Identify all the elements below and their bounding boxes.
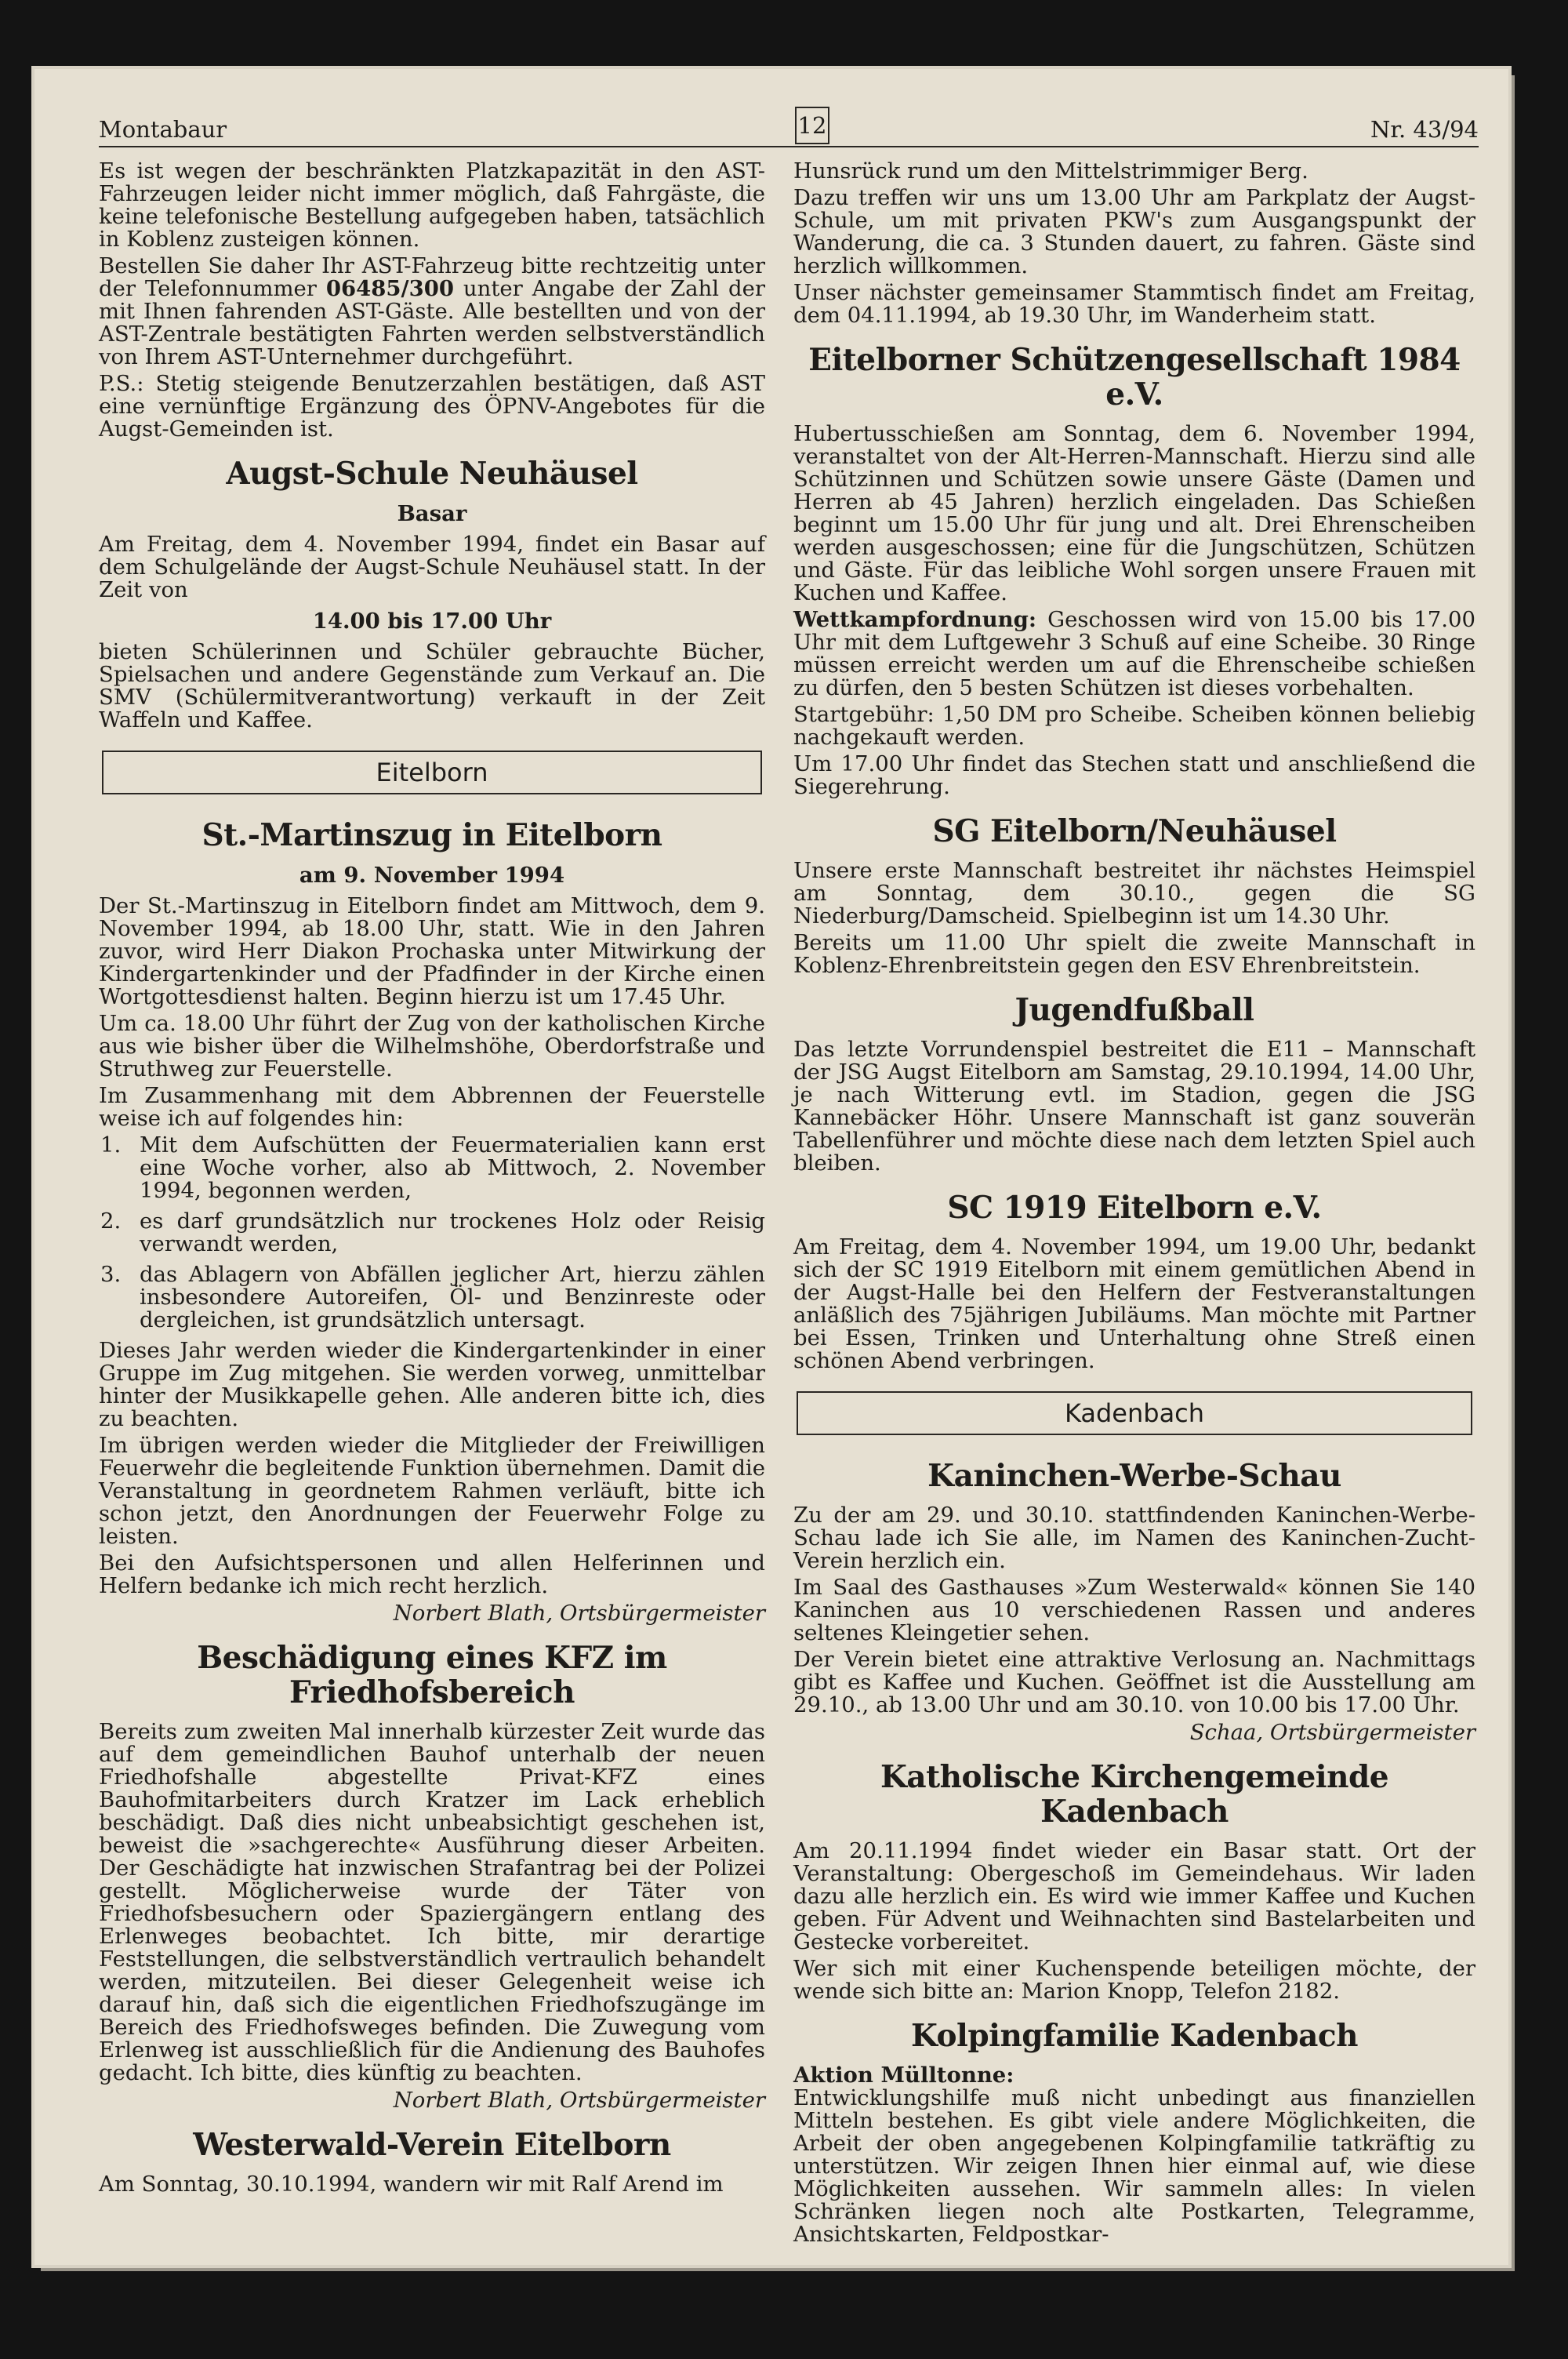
westerwald-paragraph-1: Am Sonntag, 30.10.1994, wandern wir mit Ralf Arend im [99, 2172, 724, 2197]
heading-westerwald-verein: Westerwald-Verein Eitelborn [193, 2127, 671, 2163]
augst-schule-paragraph-1: Am Freitag, dem 4. November 1994, findet ein Basar auf dem Schulgelände der Augst-Schule Neuhäusel statt. In der Zeit von [99, 532, 765, 602]
ast-paragraph-3: P.S.: Stetig steigende Benutzerzahlen bestätigen, daß AST eine vernünftige Ergänzung des ÖPNV-Angebotes für die Augst-Gemeinden ist. [99, 371, 765, 442]
kaninchen-paragraph-1: Zu der am 29. und 30.10. stattfindenden Kaninchen-Werbe-Schau lade ich Sie alle, im Namen des Kaninchen-Zucht-Verein herzlich ein. [793, 1503, 1475, 1573]
kfz-paragraph-1: Bereits zum zweiten Mal innerhalb kürzester Zeit wurde das auf dem gemeindlichen Bauhof unterhalb der neuen Friedhofshalle abgestellte Privat-KFZ eines Bauhofmitarbeiters durch Kratzer im Lack erheblich beschädigt. Daß dies nicht unbeabsichtigt geschehen ist, beweist die »sachgerechte« Ausführung dieser Arbeiten. Der Geschädigte hat inzwischen Strafantrag bei der Polizei gestellt. Möglicherweise wurde der Täter von Friedhofsbesuchern oder Spaziergängern entlang des Erlenweges beobachtet. Ich bitte, mir derartige Feststellungen, die selbstverständlich vertraulich behandelt werden, mitzuteilen. Bei dieser Gelegenheit weise ich darauf hin, daß sich die eigentlichen Friedhofszugänge im Bereich des Friedhofsweges befinden. Die Zuwegung vom Erlenweg ist ausschließlich für die Andienung des Bauhofes gedacht. Ich bitte, dies künftig zu beachten. [99, 1719, 765, 2085]
martinszug-date: am 9. November 1994 [299, 863, 565, 888]
wettkampfordnung-label: Wettkampfordnung: [793, 607, 1036, 632]
issue-number: Nr. 43/94 [1370, 116, 1479, 143]
heading-sg-eitelborn: SG Eitelborn/Neuhäusel [932, 813, 1337, 849]
list-item: 1. Mit dem Aufschütten der Feuermaterialien kann erst eine Woche vorher, also ab Mittwoch, 2. November 1994, begonnen werden, [100, 1132, 765, 1203]
schuetzen-paragraph-1: Hubertusschießen am Sonntag, dem 6. November 1994, veranstaltet von der Alt-Herren-Mannschaft. Hierzu sind alle Schützinnen und Schützen sowie unsere Gäste (Damen und Herren ab 45 Jahren) herzlich eingeladen. Das Schießen beginnt um 15.00 Uhr für jung und alt. Drei Ehrenscheiben werden ausgeschossen; eine für die Jungschützen, Schützen und Gäste. Für das leibliche Wohl sorgen unsere Frauen mit Kuchen und Kaffee. [793, 421, 1475, 605]
martinszug-paragraph-3: Im Zusammenhang mit dem Abbrennen der Feuerstelle weise ich auf folgendes hin: [99, 1083, 765, 1131]
heading-kfz: Beschädigung eines KFZ im Friedhofsbereich [197, 1640, 667, 1710]
newspaper-page [34, 69, 1508, 2265]
kolping-subheading: Aktion Mülltonne: [793, 2063, 1014, 2088]
heading-jugendfussball: Jugendfußball [1014, 992, 1254, 1028]
heading-schuetzengesellschaft: Eitelborner Schützengesellschaft 1984 e.V. [808, 342, 1461, 413]
kaninchen-paragraph-3: Der Verein bietet eine attraktive Verlosung an. Nachmittags gibt es Kaffee und Kuchen. Geöffnet ist die Ausstellung am 29.10., ab 13.00 Uhr und am 30.10. von 10.00 bis 17.00 Uhr. [793, 1647, 1475, 1717]
heading-katholische-kirchengemeinde: Katholische Kirchengemeinde Kadenbach [880, 1759, 1389, 1830]
right-column [793, 160, 1475, 2250]
schuetzen-paragraph-2: Wettkampfordnung: Geschossen wird von 15.00 bis 17.00 Uhr mit dem Luftgewehr 3 Schuß auf eine Scheibe. 30 Ringe müssen erreicht werden um auf die Ehrenscheibe schießen zu dürfen, den 5 besten Schützen ist dieses vorbehalten. [793, 607, 1475, 700]
westerwald-paragraph-4: Unser nächster gemeinsamer Stammtisch findet am Freitag, dem 04.11.1994, ab 19.30 Uhr, im Wanderheim statt. [793, 280, 1475, 328]
sg-paragraph-1: Unsere erste Mannschaft bestreitet ihr nächstes Heimspiel am Sonntag, dem 30.10., gegen die SG Niederburg/Damscheid. Spielbeginn ist um 14.30 Uhr. [793, 858, 1475, 929]
schuetzen-paragraph-4: Um 17.00 Uhr findet das Stechen statt und anschließend die Siegerehrung. [793, 751, 1475, 799]
ast-phone-number: 06485/300 [325, 276, 454, 301]
katholisch-paragraph-2: Wer sich mit einer Kuchenspende beteiligen möchte, der wende sich bitte an: Marion Knopp, Telefon 2182. [793, 1956, 1475, 2004]
martinszug-paragraph-6: Bei den Aufsichtspersonen und allen Helferinnen und Helfern bedanke ich mich recht herzlich. [99, 1550, 765, 1598]
westerwald-paragraph-3: Dazu treffen wir uns um 13.00 Uhr am Parkplatz der Augst-Schule, um mit privaten PKW's zum Ausgangspunkt der Wanderung, die ca. 3 Stunden dauert, zu fahren. Gäste sind herzlich willkommen. [793, 185, 1475, 278]
augst-schule-paragraph-2: bieten Schülerinnen und Schüler gebrauchte Bücher, Spielsachen und andere Gegenstände zum Verkauf an. Die SMV (Schülermitverantwortung) verkauft in der Zeit Waffeln und Kaffee. [99, 639, 765, 732]
schuetzen-paragraph-3: Startgebühr: 1,50 DM pro Scheibe. Scheiben können beliebig nachgekauft werden. [793, 702, 1475, 750]
section-header-kadenbach: Kadenbach [797, 1391, 1472, 1435]
heading-kaninchen: Kaninchen-Werbe-Schau [927, 1458, 1341, 1494]
heading-kolpingfamilie: Kolpingfamilie Kadenbach [911, 2018, 1358, 2054]
sc-paragraph-1: Am Freitag, dem 4. November 1994, um 19.00 Uhr, bedankt sich der SC 1919 Eitelborn mit einem gemütlichen Abend in der Augst-Halle bei den Helfern der Festveranstaltungen anläßlich des 75jährigen Jubiläums. Man möchte mit Partner bei Essen, Trinken und Unterhaltung ohne Streß einen schönen Abend verbringen. [793, 1234, 1475, 1373]
jugend-paragraph-1: Das letzte Vorrundenspiel bestreitet die E11 – Mannschaft der JSG Augst Eitelborn am Samstag, 29.10.1994, 14.00 Uhr, je nach Witterung evtl. im Stadion, gegen die JSG Kannebäcker Höhr. Unsere Mannschaft ist ganz souverän Tabellenführer und möchte diese nach dem letzten Spiel auch bleiben. [793, 1037, 1475, 1176]
kaninchen-signature: Schaa, Ortsbürgermeister [1189, 1720, 1475, 1745]
header-town: Montabaur [99, 116, 227, 143]
list-item: 3. das Ablagern von Abfällen jeglicher Art, hierzu zählen insbesondere Autoreifen, Öl- und Benzinreste oder dergleichen, ist grundsätzlich untersagt. [100, 1262, 765, 1332]
list-item: 2. es darf grundsätzlich nur trockenes Holz oder Reisig verwandt werden, [100, 1209, 765, 1256]
left-column [99, 160, 765, 2200]
page-number: 12 [795, 107, 829, 144]
katholisch-paragraph-1: Am 20.11.1994 findet wieder ein Basar statt. Ort der Veranstaltung: Obergeschoß im Gemeindehaus. Wir laden dazu alle herzlich ein. Es wird wie immer Kaffee und Kuchen geben. Für Advent und Weihnachten sind Bastelarbeiten und Gestecke vorbereitet. [793, 1838, 1475, 1954]
ast-paragraph-2: Bestellen Sie daher Ihr AST-Fahrzeug bitte rechtzeitig unter der Telefonnummer 06485/300 unter Angabe der Zahl der mit Ihnen fahrenden AST-Gäste. Alle bestellten und von der AST-Zentrale bestätigten Fahrten werden selbstverständlich von Ihrem AST-Unternehmer durchgeführt. [99, 253, 766, 369]
basar-time: 14.00 bis 17.00 Uhr [312, 609, 552, 634]
heading-augst-schule: Augst-Schule Neuhäusel [226, 456, 638, 492]
sg-paragraph-2: Bereits um 11.00 Uhr spielt die zweite Mannschaft in Koblenz-Ehrenbreitstein gegen den ESV Ehrenbreitstein. [793, 930, 1475, 978]
section-header-eitelborn: Eitelborn [102, 751, 762, 794]
page-header [99, 113, 1479, 147]
kaninchen-paragraph-2: Im Saal des Gasthauses »Zum Westerwald« können Sie 140 Kaninchen aus 10 verschiedenen Rassen und anderes seltenes Kleingetier sehen. [793, 1575, 1475, 1645]
martinszug-paragraph-2: Um ca. 18.00 Uhr führt der Zug von der katholischen Kirche aus wie bisher über die Wilhelmshöhe, Oberdorfstraße und Struthweg zur Feuerstelle. [99, 1011, 765, 1081]
martinszug-paragraph-5: Im übrigen werden wieder die Mitglieder der Freiwilligen Feuerwehr die begleitende Funktion übernehmen. Damit die Veranstaltung in geordnetem Rahmen verläuft, bitte ich schon jetzt, den Anordnungen der Feuerwehr Folge zu leisten. [99, 1433, 765, 1549]
heading-martinszug: St.-Martinszug in Eitelborn [201, 817, 662, 853]
kolping-paragraph-1: Entwicklungshilfe muß nicht unbedingt aus finanziellen Mitteln bestehen. Es gibt viele andere Möglichkeiten, die Arbeit der oben angegebenen Kolpingfamilie tatkräftig zu unterstützen. Wir zeigen Ihnen hier einmal auf, wie diese Möglichkeiten aussehen. Wir sammeln alles: In vielen Schränken liegen noch alte Postkarten, Telegramme, Ansichtskarten, Feldpostkar- [793, 2085, 1475, 2247]
martinszug-signature: Norbert Blath, Ortsbürgermeister [393, 1601, 765, 1626]
martinszug-paragraph-4: Dieses Jahr werden wieder die Kindergartenkinder in einer Gruppe im Zug mitgehen. Sie werden vorweg, unmittelbar hinter der Musikkapelle gehen. Alle anderen bitte ich, dies zu beachten. [99, 1338, 765, 1431]
westerwald-paragraph-2: Hunsrück rund um den Mittelstrimmiger Berg. [793, 158, 1308, 184]
martinszug-paragraph-1: Der St.-Martinszug in Eitelborn findet am Mittwoch, dem 9. November 1994, ab 18.00 Uhr, statt. Wie in den Jahren zuvor, wird Herr Diakon Prochaska unter Mitwirkung der Kindergartenkinder und der Pfadfinder in der Kirche einen Wortgottesdienst halten. Beginn hierzu ist um 17.45 Uhr. [99, 893, 765, 1009]
subheading-basar: Basar [397, 501, 467, 526]
ast-paragraph-1: Es ist wegen der beschränkten Platzkapazität in den AST-Fahrzeugen leider nicht immer möglich, daß Fahrgäste, die keine telefonische Bestellung aufgegeben haben, tatsächlich in Koblenz zusteigen können. [99, 158, 765, 252]
kfz-signature: Norbert Blath, Ortsbürgermeister [393, 2088, 765, 2113]
martinszug-list [99, 1134, 765, 1332]
heading-sc-1919: SC 1919 Eitelborn e.V. [947, 1190, 1322, 1226]
